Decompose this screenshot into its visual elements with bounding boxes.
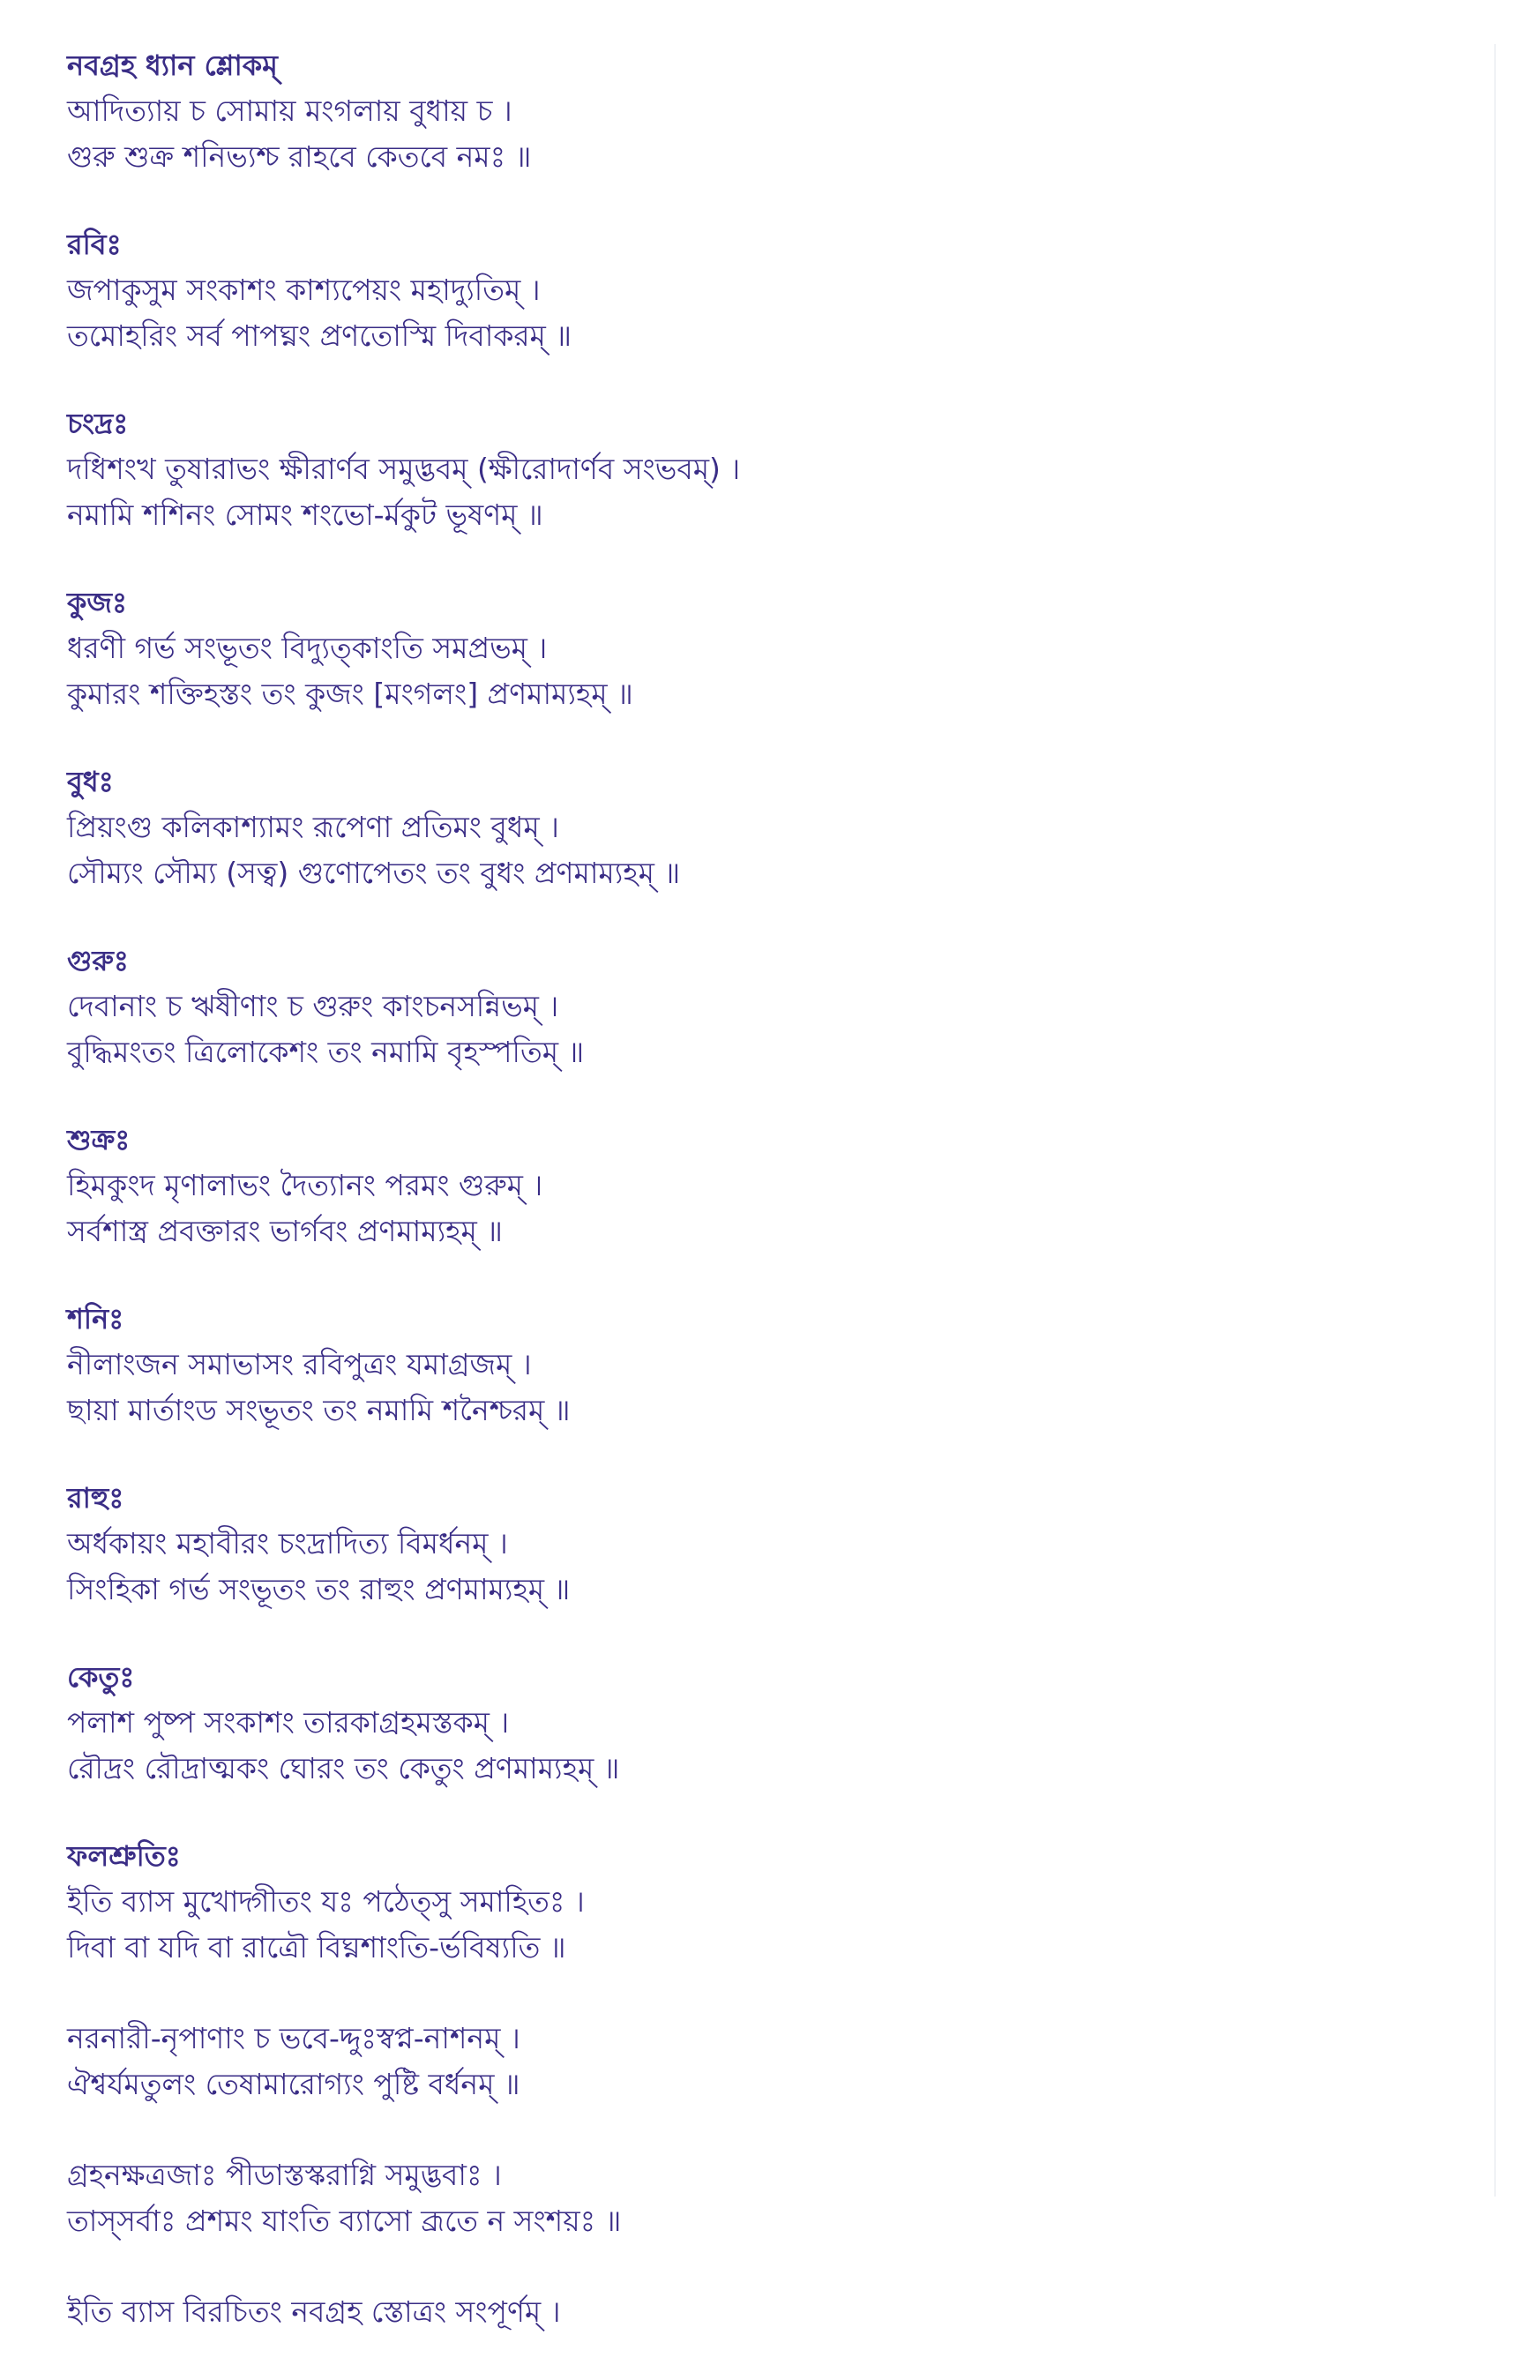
verse-section — [67, 1478, 1478, 1613]
verse-line: তাস্সর্বাঃ প্রশমং যাংতি ব্যাসো ব্রূতে ন সংশয়ঃ ॥ — [67, 2204, 622, 2238]
verse-line: অর্ধকায়ং মহাবীরং চংদ্রাদিত্য বিমর্ধনম্ । — [67, 1526, 508, 1560]
verse-line: জপাকুসুম সংকাশং কাশ্যপেয়ং মহাদ্যুতিম্ । — [67, 273, 541, 307]
verse-section — [67, 583, 1478, 717]
verse-line: নরনারী-নৃপাণাং চ ভবে-দ্দুঃস্বপ্ন-নাশনম্ । — [67, 2021, 520, 2055]
section-heading: নবগ্রহ ধ্যান শ্লোকম্ — [67, 49, 278, 82]
verse-line: ঐশ্বর্যমতুলং তেষামারোগ্যং পুষ্টি বর্ধনম্ ॥ — [67, 2067, 520, 2101]
verse-section — [67, 941, 1478, 1075]
verse-line: ধরণী গর্ভ সংভূতং বিদ্যুত্কাংতি সমপ্রভম্ । — [67, 631, 548, 665]
verse-line: দেবানাং চ ঋষীণাং চ গুরুং কাংচনসন্নিভম্ । — [67, 989, 559, 1023]
verse-section — [67, 1837, 1478, 1971]
verse-section — [67, 1299, 1478, 1433]
verse-section — [67, 1120, 1478, 1254]
verse-line: পলাশ পুষ্প সংকাশং তারকাগ্রহমস্তকম্ । — [67, 1705, 510, 1740]
verse-line: আদিত্যায় চ সোমায় মংগলায় বুধায় চ । — [67, 94, 512, 128]
section-heading: গুরুঃ — [67, 944, 129, 977]
verse-section — [67, 225, 1478, 359]
section-heading: শনিঃ — [67, 1302, 124, 1336]
verse-line: ইতি ব্যাস বিরচিতং নবগ্রহ স্তোত্রং সংপূর্ণম্ । — [67, 2294, 561, 2329]
section-heading: কুজঃ — [67, 586, 128, 619]
section-heading: শুক্রঃ — [67, 1123, 131, 1156]
verse-line: নীলাংজন সমাভাসং রবিপুত্রং যমাগ্রজম্ । — [67, 1347, 532, 1381]
verse-section — [67, 2289, 1478, 2335]
verse-line: নমামি শশিনং সোমং শংভো-র্মকুট ভূষণম্ ॥ — [67, 498, 543, 532]
verse-line: ইতি ব্যাস মুখোদ্গীতং যঃ পঠেত্সু সমাহিতঃ । — [67, 1884, 585, 1919]
stotram-text — [67, 46, 1478, 2380]
verse-line: কুমারং শক্তিহস্তং তং কুজং [মংগলং] প্রণমাম্যহম্ ॥ — [67, 677, 633, 711]
verse-line: তমোহরিং সর্ব পাপঘ্নং প্রণতোস্মি দিবাকরম্ ॥ — [67, 318, 572, 353]
verse-line: সৌম্যং সৌম্য (সত্ব) গুণোপেতং তং বুধং প্রণমাম্যহম্ ॥ — [67, 856, 681, 890]
section-heading: রবিঃ — [67, 228, 122, 261]
verse-section — [67, 2016, 1478, 2107]
section-heading: রাহুঃ — [67, 1481, 124, 1515]
verse-section — [67, 762, 1478, 896]
section-heading: কেতুঃ — [67, 1660, 135, 1694]
verse-section — [67, 1658, 1478, 1792]
verse-line: সিংহিকা গর্ভ সংভূতং তং রাহুং প্রণমাম্যহম্ ॥ — [67, 1572, 571, 1606]
verse-section — [67, 2152, 1478, 2244]
verse-line: গুরু শুক্র শনিভ্যশ্চ রাহবে কেতবে নমঃ ॥ — [67, 139, 532, 174]
verse-section — [67, 404, 1478, 538]
verse-line: বুদ্ধিমংতং ত্রিলোকেশং তং নমামি বৃহস্পতিম্ ॥ — [67, 1035, 585, 1069]
verse-section — [67, 46, 1478, 180]
verse-line: দধিশংখ তুষারাভং ক্ষীরার্ণব সমুদ্ভবম্ (ক্ষীরোদার্ণব সংভবম্) । — [67, 452, 741, 486]
verse-line: প্রিয়ংগু কলিকাশ্যামং রূপেণা প্রতিমং বুধম্ । — [67, 810, 559, 844]
verse-line: সর্বশাস্ত্র প্রবক্তারং ভার্গবং প্রণমাম্যহম্ ॥ — [67, 1214, 503, 1248]
section-heading: বুধঃ — [67, 765, 114, 798]
verse-line: দিবা বা যদি বা রাত্রৌ বিঘ্নশাংতি-র্ভবিষ্যতি ॥ — [67, 1930, 566, 1965]
page-edge-divider — [1494, 44, 1496, 2197]
section-heading: চংদ্রঃ — [67, 407, 129, 440]
verse-line: হিমকুংদ মৃণালাভং দৈত্যানং পরমং গুরুম্ । — [67, 1168, 543, 1202]
verse-line: ছায়া মার্তাংড সংভূতং তং নমামি শনৈশ্চরম্ ॥ — [67, 1393, 571, 1427]
section-heading: ফলশ্রুতিঃ — [67, 1839, 181, 1873]
verse-line: গ্রহনক্ষত্রজাঃ পীডাস্তস্করাগ্নি সমুদ্ভবাঃ । — [67, 2158, 502, 2192]
verse-line: রৌদ্রং রৌদ্রাত্মকং ঘোরং তং কেতুং প্রণমাম্যহম্ ॥ — [67, 1751, 620, 1785]
